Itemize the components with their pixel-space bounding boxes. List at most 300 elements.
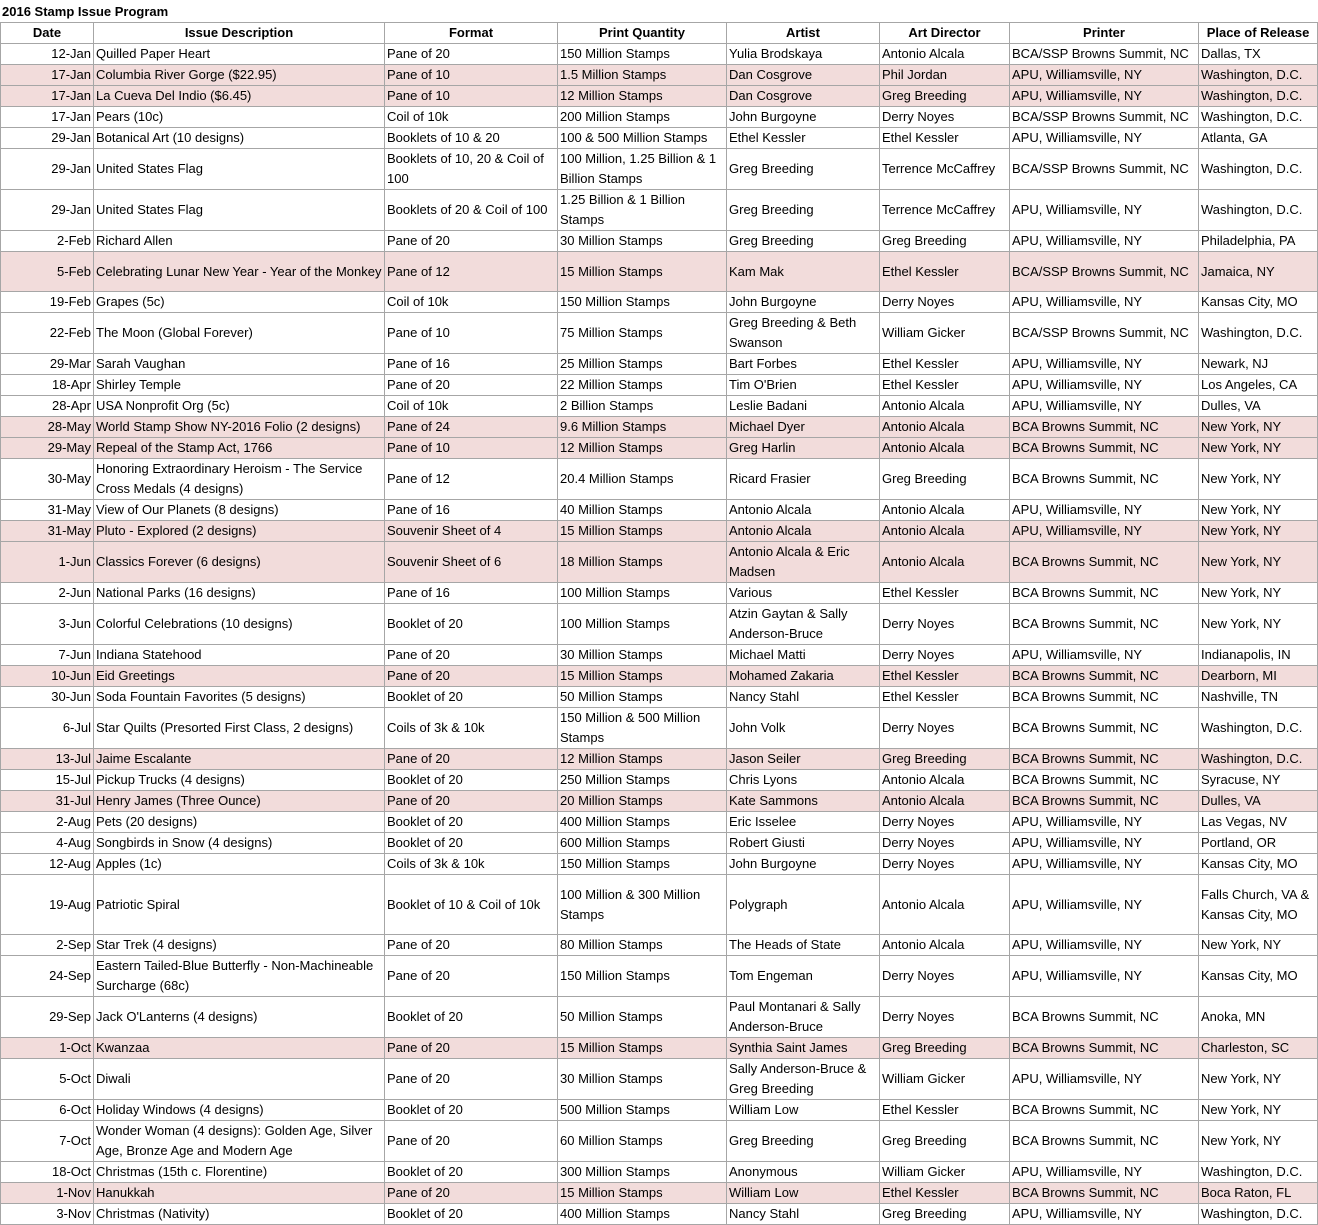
cell-artist[interactable]: Kam Mak xyxy=(727,252,880,292)
cell-issue-description[interactable]: USA Nonprofit Org (5c) xyxy=(94,396,385,417)
cell-date[interactable]: 5-Feb xyxy=(1,252,94,292)
cell-issue-description[interactable]: World Stamp Show NY-2016 Folio (2 designs) xyxy=(94,417,385,438)
cell-artist[interactable]: Ethel Kessler xyxy=(727,128,880,149)
cell-format[interactable]: Pane of 10 xyxy=(385,65,558,86)
cell-print-quantity[interactable]: 100 Million Stamps xyxy=(558,604,727,645)
cell-place-of-release[interactable]: Las Vegas, NV xyxy=(1199,812,1318,833)
cell-art-director[interactable]: Greg Breeding xyxy=(880,1204,1010,1225)
cell-place-of-release[interactable]: Dallas, TX xyxy=(1199,44,1318,65)
cell-format[interactable]: Pane of 16 xyxy=(385,583,558,604)
cell-artist[interactable]: John Burgoyne xyxy=(727,292,880,313)
cell-place-of-release[interactable]: New York, NY xyxy=(1199,604,1318,645)
cell-art-director[interactable]: Greg Breeding xyxy=(880,749,1010,770)
cell-print-quantity[interactable]: 15 Million Stamps xyxy=(558,252,727,292)
cell-printer[interactable]: BCA Browns Summit, NC xyxy=(1010,417,1199,438)
cell-issue-description[interactable]: Repeal of the Stamp Act, 1766 xyxy=(94,438,385,459)
cell-place-of-release[interactable]: Kansas City, MO xyxy=(1199,292,1318,313)
cell-place-of-release[interactable]: New York, NY xyxy=(1199,1121,1318,1162)
cell-format[interactable]: Souvenir Sheet of 6 xyxy=(385,542,558,583)
cell-print-quantity[interactable]: 1.5 Million Stamps xyxy=(558,65,727,86)
cell-date[interactable]: 28-May xyxy=(1,417,94,438)
cell-place-of-release[interactable]: Anoka, MN xyxy=(1199,997,1318,1038)
cell-issue-description[interactable]: Eid Greetings xyxy=(94,666,385,687)
cell-artist[interactable]: Kate Sammons xyxy=(727,791,880,812)
cell-place-of-release[interactable]: Syracuse, NY xyxy=(1199,770,1318,791)
cell-art-director[interactable]: Derry Noyes xyxy=(880,854,1010,875)
cell-printer[interactable]: APU, Williamsville, NY xyxy=(1010,935,1199,956)
cell-art-director[interactable]: Ethel Kessler xyxy=(880,1100,1010,1121)
cell-artist[interactable]: Atzin Gaytan & Sally Anderson-Bruce xyxy=(727,604,880,645)
cell-format[interactable]: Pane of 20 xyxy=(385,645,558,666)
cell-date[interactable]: 2-Aug xyxy=(1,812,94,833)
cell-format[interactable]: Coil of 10k xyxy=(385,107,558,128)
cell-place-of-release[interactable]: New York, NY xyxy=(1199,542,1318,583)
cell-format[interactable]: Booklet of 10 & Coil of 10k xyxy=(385,875,558,935)
cell-artist[interactable]: Nancy Stahl xyxy=(727,1204,880,1225)
cell-place-of-release[interactable]: Washington, D.C. xyxy=(1199,149,1318,190)
cell-format[interactable]: Booklets of 20 & Coil of 100 xyxy=(385,190,558,231)
cell-place-of-release[interactable]: Los Angeles, CA xyxy=(1199,375,1318,396)
cell-issue-description[interactable]: Hanukkah xyxy=(94,1183,385,1204)
cell-printer[interactable]: APU, Williamsville, NY xyxy=(1010,231,1199,252)
cell-date[interactable]: 18-Oct xyxy=(1,1162,94,1183)
cell-art-director[interactable]: Antonio Alcala xyxy=(880,935,1010,956)
cell-place-of-release[interactable]: New York, NY xyxy=(1199,935,1318,956)
header-date[interactable]: Date xyxy=(1,23,94,44)
cell-print-quantity[interactable]: 15 Million Stamps xyxy=(558,666,727,687)
cell-date[interactable]: 24-Sep xyxy=(1,956,94,997)
cell-print-quantity[interactable]: 15 Million Stamps xyxy=(558,1183,727,1204)
cell-format[interactable]: Pane of 20 xyxy=(385,1121,558,1162)
cell-art-director[interactable]: Ethel Kessler xyxy=(880,666,1010,687)
cell-date[interactable]: 1-Nov xyxy=(1,1183,94,1204)
cell-artist[interactable]: Greg Breeding xyxy=(727,1121,880,1162)
cell-artist[interactable]: Michael Matti xyxy=(727,645,880,666)
cell-issue-description[interactable]: Henry James (Three Ounce) xyxy=(94,791,385,812)
cell-issue-description[interactable]: Honoring Extraordinary Heroism - The Service Cross Medals (4 designs) xyxy=(94,459,385,500)
cell-date[interactable]: 19-Feb xyxy=(1,292,94,313)
cell-print-quantity[interactable]: 30 Million Stamps xyxy=(558,1059,727,1100)
cell-printer[interactable]: BCA Browns Summit, NC xyxy=(1010,687,1199,708)
cell-date[interactable]: 3-Nov xyxy=(1,1204,94,1225)
cell-art-director[interactable]: Derry Noyes xyxy=(880,107,1010,128)
cell-issue-description[interactable]: Quilled Paper Heart xyxy=(94,44,385,65)
cell-format[interactable]: Booklet of 20 xyxy=(385,1100,558,1121)
cell-art-director[interactable]: Derry Noyes xyxy=(880,604,1010,645)
cell-artist[interactable]: Greg Breeding xyxy=(727,231,880,252)
cell-printer[interactable]: BCA Browns Summit, NC xyxy=(1010,459,1199,500)
cell-print-quantity[interactable]: 500 Million Stamps xyxy=(558,1100,727,1121)
cell-place-of-release[interactable]: New York, NY xyxy=(1199,583,1318,604)
cell-printer[interactable]: APU, Williamsville, NY xyxy=(1010,645,1199,666)
cell-issue-description[interactable]: Indiana Statehood xyxy=(94,645,385,666)
cell-artist[interactable]: Antonio Alcala xyxy=(727,500,880,521)
cell-date[interactable]: 22-Feb xyxy=(1,313,94,354)
cell-place-of-release[interactable]: Kansas City, MO xyxy=(1199,854,1318,875)
cell-date[interactable]: 12-Jan xyxy=(1,44,94,65)
cell-place-of-release[interactable]: Washington, D.C. xyxy=(1199,313,1318,354)
cell-artist[interactable]: Nancy Stahl xyxy=(727,687,880,708)
cell-format[interactable]: Booklet of 20 xyxy=(385,604,558,645)
cell-format[interactable]: Pane of 20 xyxy=(385,791,558,812)
cell-place-of-release[interactable]: Jamaica, NY xyxy=(1199,252,1318,292)
cell-art-director[interactable]: Ethel Kessler xyxy=(880,128,1010,149)
cell-art-director[interactable]: Ethel Kessler xyxy=(880,583,1010,604)
cell-place-of-release[interactable]: Washington, D.C. xyxy=(1199,65,1318,86)
cell-issue-description[interactable]: Kwanzaa xyxy=(94,1038,385,1059)
cell-date[interactable]: 6-Oct xyxy=(1,1100,94,1121)
cell-format[interactable]: Pane of 16 xyxy=(385,500,558,521)
cell-date[interactable]: 29-Jan xyxy=(1,128,94,149)
cell-art-director[interactable]: Derry Noyes xyxy=(880,997,1010,1038)
cell-date[interactable]: 29-Sep xyxy=(1,997,94,1038)
header-format[interactable]: Format xyxy=(385,23,558,44)
cell-art-director[interactable]: Derry Noyes xyxy=(880,833,1010,854)
cell-place-of-release[interactable]: New York, NY xyxy=(1199,417,1318,438)
cell-artist[interactable]: Ricard Frasier xyxy=(727,459,880,500)
cell-date[interactable]: 30-May xyxy=(1,459,94,500)
cell-art-director[interactable]: William Gicker xyxy=(880,1059,1010,1100)
cell-date[interactable]: 31-May xyxy=(1,500,94,521)
cell-date[interactable]: 29-Jan xyxy=(1,149,94,190)
cell-issue-description[interactable]: Christmas (Nativity) xyxy=(94,1204,385,1225)
cell-artist[interactable]: Sally Anderson-Bruce & Greg Breeding xyxy=(727,1059,880,1100)
cell-date[interactable]: 29-May xyxy=(1,438,94,459)
cell-artist[interactable]: Anonymous xyxy=(727,1162,880,1183)
cell-date[interactable]: 7-Oct xyxy=(1,1121,94,1162)
cell-printer[interactable]: BCA Browns Summit, NC xyxy=(1010,438,1199,459)
cell-art-director[interactable]: Phil Jordan xyxy=(880,65,1010,86)
cell-art-director[interactable]: Derry Noyes xyxy=(880,645,1010,666)
cell-printer[interactable]: BCA Browns Summit, NC xyxy=(1010,1038,1199,1059)
cell-format[interactable]: Pane of 12 xyxy=(385,252,558,292)
cell-art-director[interactable]: Ethel Kessler xyxy=(880,252,1010,292)
cell-art-director[interactable]: William Gicker xyxy=(880,313,1010,354)
cell-printer[interactable]: APU, Williamsville, NY xyxy=(1010,65,1199,86)
cell-print-quantity[interactable]: 30 Million Stamps xyxy=(558,645,727,666)
cell-date[interactable]: 10-Jun xyxy=(1,666,94,687)
cell-print-quantity[interactable]: 12 Million Stamps xyxy=(558,749,727,770)
cell-artist[interactable]: Dan Cosgrove xyxy=(727,65,880,86)
cell-issue-description[interactable]: Sarah Vaughan xyxy=(94,354,385,375)
cell-date[interactable]: 1-Oct xyxy=(1,1038,94,1059)
cell-issue-description[interactable]: La Cueva Del Indio ($6.45) xyxy=(94,86,385,107)
cell-format[interactable]: Pane of 20 xyxy=(385,956,558,997)
cell-artist[interactable]: Tim O'Brien xyxy=(727,375,880,396)
cell-issue-description[interactable]: Star Trek (4 designs) xyxy=(94,935,385,956)
cell-place-of-release[interactable]: Washington, D.C. xyxy=(1199,190,1318,231)
cell-art-director[interactable]: Antonio Alcala xyxy=(880,417,1010,438)
cell-artist[interactable]: Polygraph xyxy=(727,875,880,935)
cell-issue-description[interactable]: Soda Fountain Favorites (5 designs) xyxy=(94,687,385,708)
cell-printer[interactable]: APU, Williamsville, NY xyxy=(1010,500,1199,521)
cell-place-of-release[interactable]: Washington, D.C. xyxy=(1199,1204,1318,1225)
cell-place-of-release[interactable]: Charleston, SC xyxy=(1199,1038,1318,1059)
cell-date[interactable]: 13-Jul xyxy=(1,749,94,770)
header-place-of-release[interactable]: Place of Release xyxy=(1199,23,1318,44)
cell-artist[interactable]: Greg Breeding xyxy=(727,149,880,190)
cell-printer[interactable]: BCA Browns Summit, NC xyxy=(1010,1183,1199,1204)
cell-format[interactable]: Souvenir Sheet of 4 xyxy=(385,521,558,542)
cell-artist[interactable]: Synthia Saint James xyxy=(727,1038,880,1059)
cell-issue-description[interactable]: Shirley Temple xyxy=(94,375,385,396)
cell-issue-description[interactable]: Jaime Escalante xyxy=(94,749,385,770)
cell-date[interactable]: 1-Jun xyxy=(1,542,94,583)
cell-format[interactable]: Booklet of 20 xyxy=(385,997,558,1038)
cell-place-of-release[interactable]: Washington, D.C. xyxy=(1199,86,1318,107)
cell-format[interactable]: Pane of 20 xyxy=(385,1038,558,1059)
cell-print-quantity[interactable]: 150 Million & 500 Million Stamps xyxy=(558,708,727,749)
cell-artist[interactable]: Robert Giusti xyxy=(727,833,880,854)
cell-print-quantity[interactable]: 150 Million Stamps xyxy=(558,292,727,313)
cell-artist[interactable]: Michael Dyer xyxy=(727,417,880,438)
cell-issue-description[interactable]: Songbirds in Snow (4 designs) xyxy=(94,833,385,854)
cell-issue-description[interactable]: Classics Forever (6 designs) xyxy=(94,542,385,583)
header-printer[interactable]: Printer xyxy=(1010,23,1199,44)
cell-place-of-release[interactable]: New York, NY xyxy=(1199,459,1318,500)
cell-art-director[interactable]: Antonio Alcala xyxy=(880,791,1010,812)
cell-issue-description[interactable]: The Moon (Global Forever) xyxy=(94,313,385,354)
cell-place-of-release[interactable]: Nashville, TN xyxy=(1199,687,1318,708)
cell-art-director[interactable]: Derry Noyes xyxy=(880,956,1010,997)
cell-printer[interactable]: APU, Williamsville, NY xyxy=(1010,128,1199,149)
cell-print-quantity[interactable]: 18 Million Stamps xyxy=(558,542,727,583)
cell-print-quantity[interactable]: 300 Million Stamps xyxy=(558,1162,727,1183)
cell-art-director[interactable]: William Gicker xyxy=(880,1162,1010,1183)
cell-format[interactable]: Pane of 20 xyxy=(385,231,558,252)
cell-printer[interactable]: APU, Williamsville, NY xyxy=(1010,1204,1199,1225)
cell-date[interactable]: 28-Apr xyxy=(1,396,94,417)
cell-print-quantity[interactable]: 80 Million Stamps xyxy=(558,935,727,956)
cell-printer[interactable]: APU, Williamsville, NY xyxy=(1010,521,1199,542)
cell-issue-description[interactable]: Colorful Celebrations (10 designs) xyxy=(94,604,385,645)
cell-format[interactable]: Booklet of 20 xyxy=(385,1204,558,1225)
cell-printer[interactable]: BCA Browns Summit, NC xyxy=(1010,749,1199,770)
cell-printer[interactable]: APU, Williamsville, NY xyxy=(1010,292,1199,313)
cell-print-quantity[interactable]: 20.4 Million Stamps xyxy=(558,459,727,500)
cell-printer[interactable]: BCA/SSP Browns Summit, NC xyxy=(1010,313,1199,354)
cell-art-director[interactable]: Derry Noyes xyxy=(880,708,1010,749)
cell-format[interactable]: Booklets of 10, 20 & Coil of 100 xyxy=(385,149,558,190)
cell-print-quantity[interactable]: 30 Million Stamps xyxy=(558,231,727,252)
cell-date[interactable]: 12-Aug xyxy=(1,854,94,875)
cell-date[interactable]: 17-Jan xyxy=(1,86,94,107)
cell-art-director[interactable]: Antonio Alcala xyxy=(880,396,1010,417)
cell-issue-description[interactable]: Patriotic Spiral xyxy=(94,875,385,935)
cell-print-quantity[interactable]: 2 Billion Stamps xyxy=(558,396,727,417)
cell-issue-description[interactable]: Wonder Woman (4 designs): Golden Age, Silver Age, Bronze Age and Modern Age xyxy=(94,1121,385,1162)
cell-print-quantity[interactable]: 250 Million Stamps xyxy=(558,770,727,791)
cell-format[interactable]: Pane of 10 xyxy=(385,438,558,459)
cell-artist[interactable]: Antonio Alcala xyxy=(727,521,880,542)
cell-format[interactable]: Pane of 10 xyxy=(385,313,558,354)
cell-printer[interactable]: APU, Williamsville, NY xyxy=(1010,1059,1199,1100)
cell-printer[interactable]: APU, Williamsville, NY xyxy=(1010,190,1199,231)
cell-issue-description[interactable]: Apples (1c) xyxy=(94,854,385,875)
cell-format[interactable]: Coils of 3k & 10k xyxy=(385,854,558,875)
cell-printer[interactable]: APU, Williamsville, NY xyxy=(1010,375,1199,396)
cell-format[interactable]: Coil of 10k xyxy=(385,292,558,313)
cell-place-of-release[interactable]: Kansas City, MO xyxy=(1199,956,1318,997)
cell-date[interactable]: 19-Aug xyxy=(1,875,94,935)
cell-date[interactable]: 2-Jun xyxy=(1,583,94,604)
cell-artist[interactable]: Leslie Badani xyxy=(727,396,880,417)
cell-print-quantity[interactable]: 200 Million Stamps xyxy=(558,107,727,128)
cell-issue-description[interactable]: United States Flag xyxy=(94,190,385,231)
cell-printer[interactable]: BCA/SSP Browns Summit, NC xyxy=(1010,44,1199,65)
cell-artist[interactable]: John Burgoyne xyxy=(727,107,880,128)
cell-print-quantity[interactable]: 15 Million Stamps xyxy=(558,521,727,542)
cell-printer[interactable]: BCA Browns Summit, NC xyxy=(1010,791,1199,812)
cell-print-quantity[interactable]: 12 Million Stamps xyxy=(558,86,727,107)
cell-artist[interactable]: Paul Montanari & Sally Anderson-Bruce xyxy=(727,997,880,1038)
cell-printer[interactable]: BCA Browns Summit, NC xyxy=(1010,1121,1199,1162)
cell-format[interactable]: Booklet of 20 xyxy=(385,687,558,708)
cell-artist[interactable]: Greg Harlin xyxy=(727,438,880,459)
cell-date[interactable]: 5-Oct xyxy=(1,1059,94,1100)
cell-art-director[interactable]: Derry Noyes xyxy=(880,292,1010,313)
cell-date[interactable]: 30-Jun xyxy=(1,687,94,708)
cell-artist[interactable]: Bart Forbes xyxy=(727,354,880,375)
cell-date[interactable]: 31-May xyxy=(1,521,94,542)
cell-art-director[interactable]: Terrence McCaffrey xyxy=(880,190,1010,231)
cell-artist[interactable]: William Low xyxy=(727,1183,880,1204)
cell-printer[interactable]: APU, Williamsville, NY xyxy=(1010,396,1199,417)
cell-printer[interactable]: APU, Williamsville, NY xyxy=(1010,86,1199,107)
cell-print-quantity[interactable]: 25 Million Stamps xyxy=(558,354,727,375)
cell-artist[interactable]: Eric Isselee xyxy=(727,812,880,833)
cell-format[interactable]: Pane of 20 xyxy=(385,666,558,687)
cell-format[interactable]: Pane of 20 xyxy=(385,935,558,956)
cell-print-quantity[interactable]: 9.6 Million Stamps xyxy=(558,417,727,438)
cell-place-of-release[interactable]: Washington, D.C. xyxy=(1199,1162,1318,1183)
cell-format[interactable]: Pane of 20 xyxy=(385,1183,558,1204)
cell-print-quantity[interactable]: 60 Million Stamps xyxy=(558,1121,727,1162)
cell-date[interactable]: 31-Jul xyxy=(1,791,94,812)
cell-issue-description[interactable]: Jack O'Lanterns (4 designs) xyxy=(94,997,385,1038)
cell-issue-description[interactable]: National Parks (16 designs) xyxy=(94,583,385,604)
header-artist[interactable]: Artist xyxy=(727,23,880,44)
cell-printer[interactable]: BCA Browns Summit, NC xyxy=(1010,708,1199,749)
cell-artist[interactable]: Various xyxy=(727,583,880,604)
cell-format[interactable]: Coils of 3k & 10k xyxy=(385,708,558,749)
cell-printer[interactable]: APU, Williamsville, NY xyxy=(1010,854,1199,875)
cell-print-quantity[interactable]: 100 Million & 300 Million Stamps xyxy=(558,875,727,935)
cell-issue-description[interactable]: Pets (20 designs) xyxy=(94,812,385,833)
cell-format[interactable]: Coil of 10k xyxy=(385,396,558,417)
cell-printer[interactable]: BCA/SSP Browns Summit, NC xyxy=(1010,149,1199,190)
cell-printer[interactable]: BCA Browns Summit, NC xyxy=(1010,583,1199,604)
cell-date[interactable]: 17-Jan xyxy=(1,65,94,86)
cell-artist[interactable]: Tom Engeman xyxy=(727,956,880,997)
cell-print-quantity[interactable]: 100 Million, 1.25 Billion & 1 Billion Stamps xyxy=(558,149,727,190)
cell-date[interactable]: 17-Jan xyxy=(1,107,94,128)
cell-art-director[interactable]: Ethel Kessler xyxy=(880,375,1010,396)
cell-print-quantity[interactable]: 15 Million Stamps xyxy=(558,1038,727,1059)
cell-printer[interactable]: APU, Williamsville, NY xyxy=(1010,354,1199,375)
cell-printer[interactable]: BCA Browns Summit, NC xyxy=(1010,997,1199,1038)
cell-art-director[interactable]: Greg Breeding xyxy=(880,459,1010,500)
cell-print-quantity[interactable]: 1.25 Billion & 1 Billion Stamps xyxy=(558,190,727,231)
cell-print-quantity[interactable]: 600 Million Stamps xyxy=(558,833,727,854)
cell-place-of-release[interactable]: New York, NY xyxy=(1199,521,1318,542)
cell-place-of-release[interactable]: Dulles, VA xyxy=(1199,396,1318,417)
cell-place-of-release[interactable]: New York, NY xyxy=(1199,1059,1318,1100)
cell-issue-description[interactable]: United States Flag xyxy=(94,149,385,190)
cell-print-quantity[interactable]: 50 Million Stamps xyxy=(558,997,727,1038)
cell-date[interactable]: 6-Jul xyxy=(1,708,94,749)
cell-date[interactable]: 18-Apr xyxy=(1,375,94,396)
cell-place-of-release[interactable]: Indianapolis, IN xyxy=(1199,645,1318,666)
cell-print-quantity[interactable]: 150 Million Stamps xyxy=(558,956,727,997)
cell-print-quantity[interactable]: 100 Million Stamps xyxy=(558,583,727,604)
cell-format[interactable]: Booklets of 10 & 20 xyxy=(385,128,558,149)
cell-artist[interactable]: Antonio Alcala & Eric Madsen xyxy=(727,542,880,583)
cell-format[interactable]: Pane of 16 xyxy=(385,354,558,375)
cell-place-of-release[interactable]: New York, NY xyxy=(1199,438,1318,459)
cell-place-of-release[interactable]: Falls Church, VA & Kansas City, MO xyxy=(1199,875,1318,935)
cell-print-quantity[interactable]: 50 Million Stamps xyxy=(558,687,727,708)
cell-place-of-release[interactable]: New York, NY xyxy=(1199,1100,1318,1121)
cell-art-director[interactable]: Antonio Alcala xyxy=(880,521,1010,542)
cell-format[interactable]: Booklet of 20 xyxy=(385,770,558,791)
cell-print-quantity[interactable]: 100 & 500 Million Stamps xyxy=(558,128,727,149)
cell-format[interactable]: Pane of 20 xyxy=(385,1059,558,1100)
cell-print-quantity[interactable]: 400 Million Stamps xyxy=(558,812,727,833)
cell-issue-description[interactable]: Holiday Windows (4 designs) xyxy=(94,1100,385,1121)
cell-art-director[interactable]: Ethel Kessler xyxy=(880,1183,1010,1204)
cell-printer[interactable]: BCA/SSP Browns Summit, NC xyxy=(1010,107,1199,128)
cell-printer[interactable]: BCA Browns Summit, NC xyxy=(1010,604,1199,645)
cell-place-of-release[interactable]: Philadelphia, PA xyxy=(1199,231,1318,252)
header-issue-description[interactable]: Issue Description xyxy=(94,23,385,44)
cell-place-of-release[interactable]: Washington, D.C. xyxy=(1199,749,1318,770)
cell-issue-description[interactable]: Grapes (5c) xyxy=(94,292,385,313)
cell-art-director[interactable]: Antonio Alcala xyxy=(880,770,1010,791)
cell-issue-description[interactable]: Botanical Art (10 designs) xyxy=(94,128,385,149)
cell-issue-description[interactable]: Star Quilts (Presorted First Class, 2 designs) xyxy=(94,708,385,749)
header-art-director[interactable]: Art Director xyxy=(880,23,1010,44)
cell-issue-description[interactable]: View of Our Planets (8 designs) xyxy=(94,500,385,521)
cell-print-quantity[interactable]: 22 Million Stamps xyxy=(558,375,727,396)
cell-print-quantity[interactable]: 12 Million Stamps xyxy=(558,438,727,459)
cell-print-quantity[interactable]: 400 Million Stamps xyxy=(558,1204,727,1225)
cell-date[interactable]: 2-Sep xyxy=(1,935,94,956)
cell-art-director[interactable]: Greg Breeding xyxy=(880,1038,1010,1059)
cell-place-of-release[interactable]: Portland, OR xyxy=(1199,833,1318,854)
cell-printer[interactable]: BCA Browns Summit, NC xyxy=(1010,770,1199,791)
cell-format[interactable]: Pane of 12 xyxy=(385,459,558,500)
cell-place-of-release[interactable]: Atlanta, GA xyxy=(1199,128,1318,149)
cell-issue-description[interactable]: Christmas (15th c. Florentine) xyxy=(94,1162,385,1183)
cell-art-director[interactable]: Antonio Alcala xyxy=(880,542,1010,583)
cell-printer[interactable]: APU, Williamsville, NY xyxy=(1010,875,1199,935)
cell-printer[interactable]: APU, Williamsville, NY xyxy=(1010,833,1199,854)
cell-format[interactable]: Pane of 10 xyxy=(385,86,558,107)
cell-place-of-release[interactable]: Dearborn, MI xyxy=(1199,666,1318,687)
cell-artist[interactable]: Greg Breeding xyxy=(727,190,880,231)
cell-issue-description[interactable]: Pluto - Explored (2 designs) xyxy=(94,521,385,542)
cell-print-quantity[interactable]: 40 Million Stamps xyxy=(558,500,727,521)
cell-place-of-release[interactable]: Newark, NJ xyxy=(1199,354,1318,375)
cell-format[interactable]: Pane of 24 xyxy=(385,417,558,438)
cell-format[interactable]: Pane of 20 xyxy=(385,749,558,770)
cell-date[interactable]: 29-Mar xyxy=(1,354,94,375)
cell-format[interactable]: Booklet of 20 xyxy=(385,1162,558,1183)
cell-art-director[interactable]: Derry Noyes xyxy=(880,812,1010,833)
cell-issue-description[interactable]: Richard Allen xyxy=(94,231,385,252)
header-print-quantity[interactable]: Print Quantity xyxy=(558,23,727,44)
